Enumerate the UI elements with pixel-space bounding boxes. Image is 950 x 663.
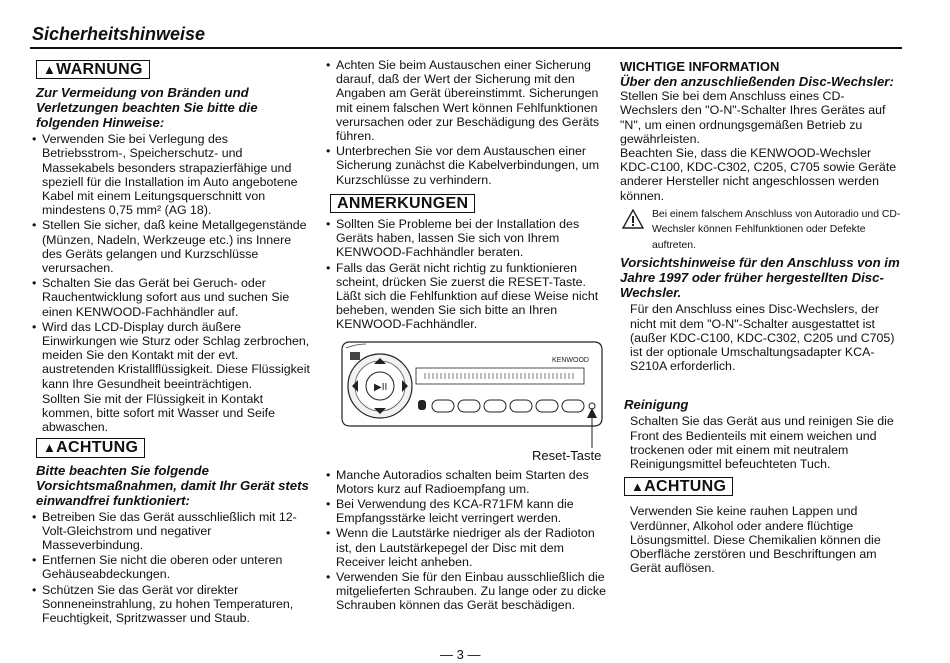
caution-subheading: Bitte beachten Sie folgende Vorsichtsmaßnahmen, damit Ihr Gerät stets einwandfrei funktioniert: <box>36 462 309 508</box>
column-right <box>620 60 902 575</box>
list-item: • Stellen Sie sicher, daß keine Metallgegenstände (Münzen, Nadeln, Werkzeuge etc.) ins Innere des Geräts gelangen und Kurzschlüsse verursachen. <box>32 218 310 275</box>
warning-box <box>36 60 150 79</box>
caution-box-right <box>624 477 733 496</box>
caution-triangle-icon: ▲ <box>631 479 645 495</box>
page-number: — 3 — <box>440 647 481 662</box>
brand-label: KENWOOD <box>552 356 589 364</box>
car-radio-figure <box>336 338 606 463</box>
list-item: • Unterbrechen Sie vor dem Austauschen einer Sicherung zunächst die Kabelverbindungen, um Kurzschlüsse zu verhindern. <box>326 144 606 187</box>
list-item: • Entfernen Sie nicht die oberen oder unteren Gehäuseabdeckungen. <box>32 553 310 581</box>
radio-notes-list <box>326 468 606 613</box>
reset-button-label: Reset-Taste <box>532 447 602 463</box>
car-radio-illustration <box>336 338 606 430</box>
old-changer-subheading: Vorsichtshinweise für den Anschluss von im Jahre 1997 oder früher hergestellten Disc-Wechsler. <box>620 255 900 301</box>
page-title: Sicherheitshinweise <box>32 24 206 44</box>
cleaning-heading: Reinigung <box>624 397 689 413</box>
warning-list <box>32 132 310 391</box>
old-changer-paragraph: Für den Anschluss eines Disc-Wechslers, der nicht mit dem "O-N"-Schalter ausgestattet ist (außer KDC-C100, KDC-C302, C205 und C705) ist der optionale Umschaltungsadapter KCA-S210A erforderlich. <box>630 302 895 374</box>
caution-box <box>36 438 145 457</box>
connection-warning-note <box>620 207 902 254</box>
list-item: • Verwenden Sie für den Einbau ausschließlich die mitgelieferten Schrauben. Zu lange oder zu dicke Schrauben können das Gerät beschädigen. <box>326 570 606 613</box>
list-item: • Schützen Sie das Gerät vor direkter Sonneneinstrahlung, zu hohen Temperaturen, Feuchtigkeit, Spritzwasser und Staub. <box>32 583 310 626</box>
title-rule <box>30 47 902 49</box>
reset-pointer-arrow <box>587 408 597 448</box>
important-info-heading: WICHTIGE INFORMATION <box>620 59 780 74</box>
warning-label: WARNUNG <box>56 61 143 78</box>
list-item: • Schalten Sie das Gerät bei Geruch- oder Rauchentwicklung sofort aus und suchen Sie einen KENWOOD-Fachhändler auf. <box>32 276 310 319</box>
changer-paragraph-2: Beachten Sie, dass die KENWOOD-Wechsler KDC-C100, KDC-C302, C205, C705 sowie Geräte anderer Hersteller nicht angeschlossen werden können. <box>620 146 897 203</box>
caution-label: ACHTUNG <box>644 478 727 496</box>
list-item: • Manche Autoradios schalten beim Starten des Motors kurz auf Radioempfang um. <box>326 468 606 496</box>
column-left <box>32 60 310 626</box>
list-item: • Verwenden Sie bei Verlegung des Betriebsstrom-, Speicherschutz- und Massekabels besonders strapazierfähige und speziell für die Installation im Auto angebotene Kabel mit einem Leitungsquerschnitt von mindestens 0,75 mm² (AG 18). <box>32 132 310 217</box>
changer-subheading: Über den anzuschließenden Disc-Wechsler: <box>620 74 894 90</box>
caution-paragraph: Verwenden Sie keine rauhen Lappen und Verdünner, Alkohol oder andere flüchtige Lösungsmittel. Diese Chemikalien können die Oberfläche zerstören und Beschriftungen am Gerät auflösen. <box>630 504 881 576</box>
caution-label: ACHTUNG <box>56 439 139 457</box>
caution-list <box>32 510 310 626</box>
fuse-list <box>326 58 606 187</box>
svg-text:▶II: ▶II <box>374 381 388 393</box>
warning-extra-text: Sollten Sie mit der Flüssigkeit in Kontakt kommen, bitte sofort mit Wasser und Seife abwaschen. <box>42 391 275 435</box>
column-middle <box>326 58 606 614</box>
list-item: • Wird das LCD-Display durch äußere Einwirkungen wie Sturz oder Schlag zerbrochen, meiden Sie den Kontakt mit der evt. austretenden Kristallflüssigkeit. Diese Flüssigkeit kann Ihre Gesundheit beeinträchtigen. <box>32 320 310 391</box>
warning-subheading: Zur Vermeidung von Bränden und Verletzungen beachten Sie bitte die folgenden Hinweise: <box>36 85 258 131</box>
caution-triangle-icon: ▲ <box>43 440 57 456</box>
list-item: • Falls das Gerät nicht richtig zu funktionieren scheint, drücken Sie zuerst die RESET-Taste. Läßt sich die Fehlfunktion auf diese Weise nicht beheben, wenden Sie sich bitte an Ihren KENWOOD-Fachhändler. <box>326 261 606 332</box>
list-item: • Achten Sie beim Austauschen einer Sicherung darauf, daß der Wert der Sicherung mit den Angaben am Gerät übereinstimmt. Sicherungen mit einem falschen Wert können Fehlfunktionen verursachen oder zur Beschädigung des Geräts führen. <box>326 58 606 143</box>
notes-list <box>326 217 606 332</box>
list-item: • Sollten Sie Probleme bei der Installation des Geräts haben, lassen Sie sich von Ihrem KENWOOD-Fachhändler beraten. <box>326 217 606 260</box>
changer-paragraph: Stellen Sie bei dem Anschluss eines CD-Wechslers den "O-N"-Schalter Ihres Gerätes auf "N", um einen ordnungsgemäßen Betrieb zu gewährleisten. <box>620 89 886 146</box>
list-item: • Wenn die Lautstärke niedriger als der Radioton ist, den Lautstärkepegel der Disc mit dem Receiver leicht anheben. <box>326 526 606 569</box>
connection-warning-text: Bei einem falschem Anschluss von Autoradio und CD-Wechsler können Fehlfunktionen oder Defekte auftreten. <box>652 208 901 251</box>
warning-triangle-icon: ▲ <box>43 62 57 77</box>
notes-box: ANMERKUNGEN <box>330 194 475 213</box>
list-item: • Betreiben Sie das Gerät ausschließlich mit 12-Volt-Gleichstrom und negativer Masseverbindung. <box>32 510 310 553</box>
cleaning-paragraph: Schalten Sie das Gerät aus und reinigen Sie die Front des Bedienteils mit einem weichen und trockenen oder mit einem mit neutralem Reinigungsmittel befeuchteten Tuch. <box>630 414 894 471</box>
warning-triangle-icon <box>622 209 644 229</box>
list-item: • Bei Verwendung des KCA-R71FM kann die Empfangsstärke leicht verringert werden. <box>326 497 606 525</box>
